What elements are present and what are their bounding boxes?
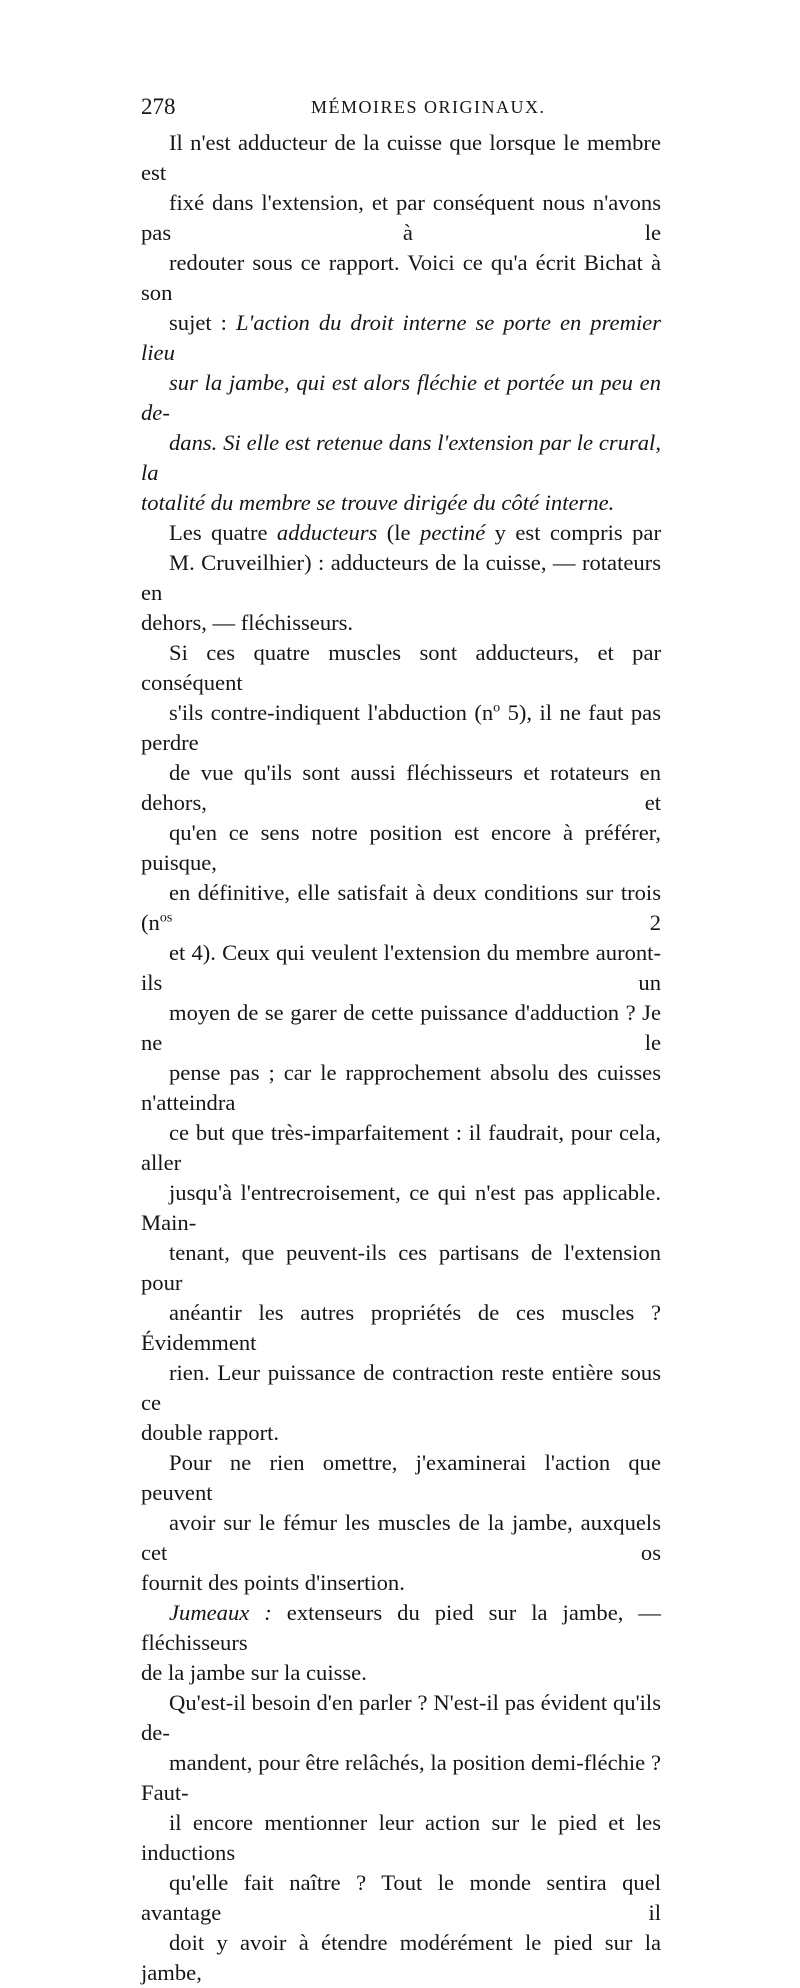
text-line: Les quatre adducteurs (le pectiné y est compris par (169, 520, 661, 545)
text-line: rien. Leur puissance de contraction reste entière sous ce (141, 1360, 661, 1415)
text-line: M. Cruveilhier) : adducteurs de la cuisse, — rotateurs en (141, 550, 661, 605)
text-line: en définitive, elle satisfait à deux conditions sur trois ($n^{os}$ 2 (141, 880, 661, 935)
paragraph-1-last (141, 488, 661, 518)
paragraph-4 (141, 1448, 661, 1568)
text-line: doit y avoir à étendre modérément le pied sur la jambe, (141, 1930, 661, 1985)
text-line: mandent, pour être relâchés, la position demi-fléchie ? Faut- (141, 1750, 661, 1805)
paragraph-6 (141, 1688, 661, 1988)
bichat-quote: L'action du droit interne se porte en premier lieu (141, 310, 661, 365)
text-line: fournit des points d'insertion. (141, 1570, 405, 1595)
text-line: de vue qu'ils sont aussi fléchisseurs et rotateurs en dehors, et (141, 760, 661, 815)
text-line: totalité du membre se trouve dirigée du côté interne. (141, 490, 615, 515)
text-line: tenant, que peuvent-ils ces partisans de l'extension pour (141, 1240, 661, 1295)
text-line: ce but que très-imparfaitement : il faudrait, pour cela, aller (141, 1120, 661, 1175)
text-line: de la jambe sur la cuisse. (141, 1660, 367, 1685)
text-line: dans. Si elle est retenue dans l'extension par le crural, la (141, 430, 661, 485)
paragraph-3-last (141, 1418, 661, 1448)
text-line: et 4). Ceux qui veulent l'extension du membre auront-ils un (141, 940, 661, 995)
text-line: pense pas ; car le rapprochement absolu des cuisses n'atteindra (141, 1060, 661, 1115)
text-line: moyen de se garer de cette puissance d'adduction ? Je ne le (141, 1000, 661, 1055)
text-line: il encore mentionner leur action sur le pied et les inductions (141, 1810, 661, 1865)
text-line: double rapport. (141, 1420, 280, 1445)
text-line: anéantir les autres propriétés de ces muscles ? Évidemment (141, 1300, 661, 1355)
jumeaux-term: Jumeaux : (169, 1600, 272, 1625)
page-number: 278 (141, 94, 176, 119)
text-line: s'ils contre-indiquent l'abduction ($n^o$ 5), il ne faut pas perdre (141, 700, 661, 755)
running-head: MÉMOIRES ORIGINAUX. (311, 97, 546, 117)
text-line: jusqu'à l'entrecroisement, ce qui n'est pas applicable. Main- (141, 1180, 661, 1235)
text-line: Qu'est-il besoin d'en parler ? N'est-il pas évident qu'ils de- (141, 1690, 661, 1745)
text-line: qu'elle fait naître ? Tout le monde sentira quel avantage il (141, 1870, 661, 1925)
text-line: Jumeaux : extenseurs du pied sur la jambe, — fléchisseurs (141, 1600, 661, 1655)
text-line: sur la jambe, qui est alors fléchie et portée un peu en de- (141, 370, 661, 425)
page-header (141, 94, 661, 128)
paragraph-5-last (141, 1658, 661, 1688)
text-line: redouter sous ce rapport. Voici ce qu'a écrit Bichat à son (141, 250, 661, 305)
text-line: Il n'est adducteur de la cuisse que lorsque le membre est (141, 130, 661, 185)
paragraph-5 (141, 1598, 661, 1658)
text-line: Pour ne rien omettre, j'examinerai l'action que peuvent (141, 1450, 661, 1505)
paragraph-2 (141, 518, 661, 608)
text-line: Si ces quatre muscles sont adducteurs, et par conséquent (141, 640, 661, 695)
paragraph-1 (141, 128, 661, 488)
text-line: fixé dans l'extension, et par conséquent nous n'avons pas à le (141, 190, 661, 245)
paragraph-4-last (141, 1568, 661, 1598)
text-line: dehors, — fléchisseurs. (141, 610, 354, 635)
text-line: qu'en ce sens notre position est encore à préférer, puisque, (141, 820, 661, 875)
paragraph-2-last (141, 608, 661, 638)
paragraph-3 (141, 638, 661, 1418)
text-line: sujet : L'action du droit interne se porte en premier lieu (141, 310, 661, 365)
body-text (141, 128, 661, 1988)
text-line: avoir sur le fémur les muscles de la jambe, auxquels cet os (141, 1510, 661, 1565)
